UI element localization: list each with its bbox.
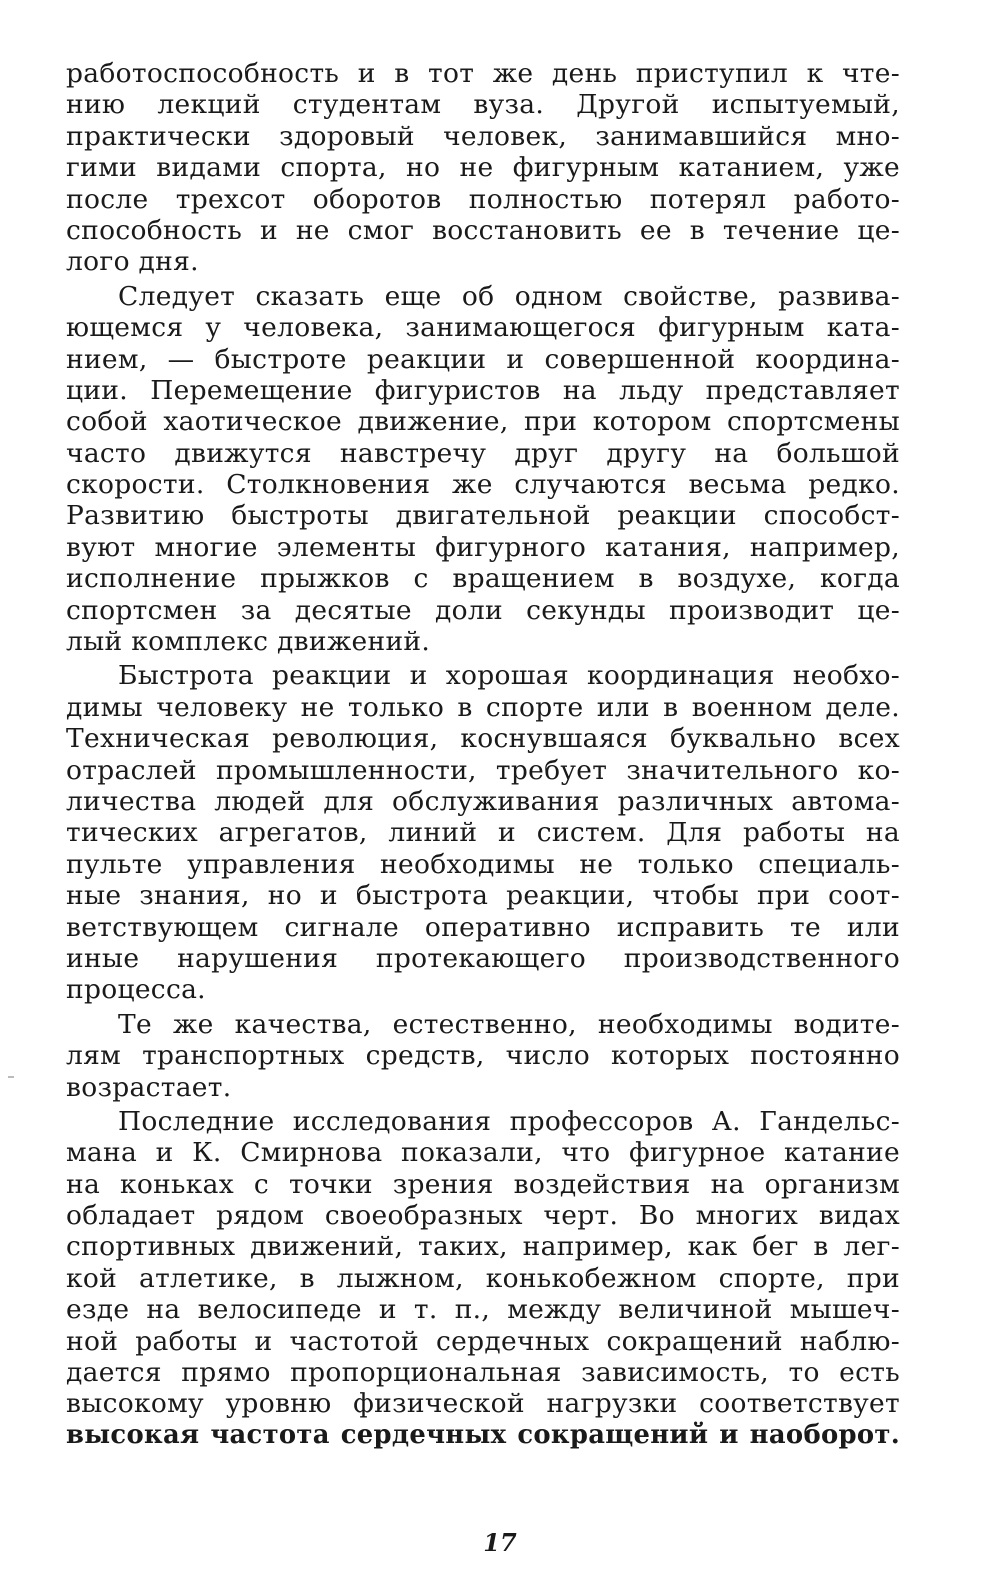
text-line: димы человеку не только в спорте или в военном деле.: [66, 691, 900, 723]
text-line: гими видами спорта, но не фигурным катанием, уже: [66, 152, 900, 184]
text-line: Техническая революция, коснувшаяся буквально всех: [66, 723, 900, 755]
text-line: Развитию быстроты двигательной реакции способст-: [66, 500, 900, 532]
text-line: лого дня.: [66, 246, 199, 278]
text-line: высокая частота сердечных сокращений и наоборот.: [66, 1419, 900, 1450]
paragraph-1: [66, 58, 900, 278]
text-line: кой атлетике, в лыжном, конькобежном спорте, при: [66, 1262, 900, 1294]
text-line: иные нарушения протекающего производственного: [66, 942, 900, 974]
text-line: Быстрота реакции и хорошая координация необхо-: [118, 660, 900, 692]
text-line: мана и К. Смирнова показали, что фигурное катание: [66, 1137, 900, 1169]
text-line: пульте управления необходимы не только специаль-: [66, 848, 900, 880]
text-line: езде на велосипеде и т. п., между величиной мышеч-: [66, 1294, 900, 1326]
text-line: ной работы и частотой сердечных сокращений наблю-: [66, 1325, 900, 1357]
text-line: Последние исследования профессоров А. Гандельс-: [118, 1105, 900, 1137]
text-line: способность и не смог восстановить ее в течение це-: [66, 214, 900, 246]
text-line: Следует сказать еще об одном свойстве, развива-: [118, 280, 900, 312]
text-line: нием, — быстроте реакции и совершенной координа-: [66, 343, 900, 375]
paragraph-5: [66, 1106, 900, 1451]
text-line: ветствующем сигнале оперативно исправить те или: [66, 911, 900, 943]
text-line: ные знания, но и быстрота реакции, чтобы при соот-: [66, 880, 900, 912]
text-line: вуют многие элементы фигурного катания, например,: [66, 531, 900, 563]
text-line: высокому уровню физической нагрузки соответствует: [66, 1388, 900, 1420]
text-line: тических агрегатов, линий и систем. Для работы на: [66, 817, 900, 849]
text-line: возрастает.: [66, 1071, 232, 1103]
text-line: после трехсот оборотов полностью потерял работо-: [66, 183, 900, 215]
text-line: спортивных движений, таких, например, как бег в лег-: [66, 1231, 900, 1263]
text-line: Те же качества, естественно, необходимы водите-: [118, 1008, 900, 1040]
text-line: скорости. Столкновения же случаются весьма редко.: [66, 469, 900, 501]
text-line: исполнение прыжков с вращением в воздухе, когда: [66, 563, 900, 595]
text-line: на коньках с точки зрения воздействия на организм: [66, 1168, 900, 1200]
page-number: 17: [483, 1528, 517, 1557]
body-text: [66, 58, 900, 1451]
text-line: собой хаотическое движение, при котором спортсмены: [66, 406, 900, 438]
text-line: ции. Перемещение фигуристов на льду представляет: [66, 374, 900, 406]
paragraph-2: [66, 281, 900, 658]
margin-speck: [8, 1076, 14, 1078]
text-line: личества людей для обслуживания различных автома-: [66, 785, 900, 817]
text-line: отраслей промышленности, требует значительного ко-: [66, 754, 900, 786]
text-line: работоспособность и в тот же день приступил к чте-: [66, 58, 900, 89]
paragraph-3: [66, 660, 900, 1005]
text-line: практически здоровый человек, занимавшийся мно-: [66, 120, 900, 152]
text-line: обладает рядом своеобразных черт. Во многих видах: [66, 1200, 900, 1232]
text-line: лям транспортных средств, число которых постоянно: [66, 1040, 900, 1072]
text-line: нию лекций студентам вуза. Другой испытуемый,: [66, 89, 900, 121]
paragraph-4: [66, 1009, 900, 1103]
text-line: лый комплекс движений.: [66, 626, 431, 658]
text-line: дается прямо пропорциональная зависимость, то есть: [66, 1357, 900, 1389]
text-line: ющемся у человека, занимающегося фигурным ката-: [66, 312, 900, 344]
text-line: процесса.: [66, 974, 206, 1006]
text-line: часто движутся навстречу друг другу на большой: [66, 437, 900, 469]
text-line: спортсмен за десятые доли секунды производит це-: [66, 594, 900, 626]
